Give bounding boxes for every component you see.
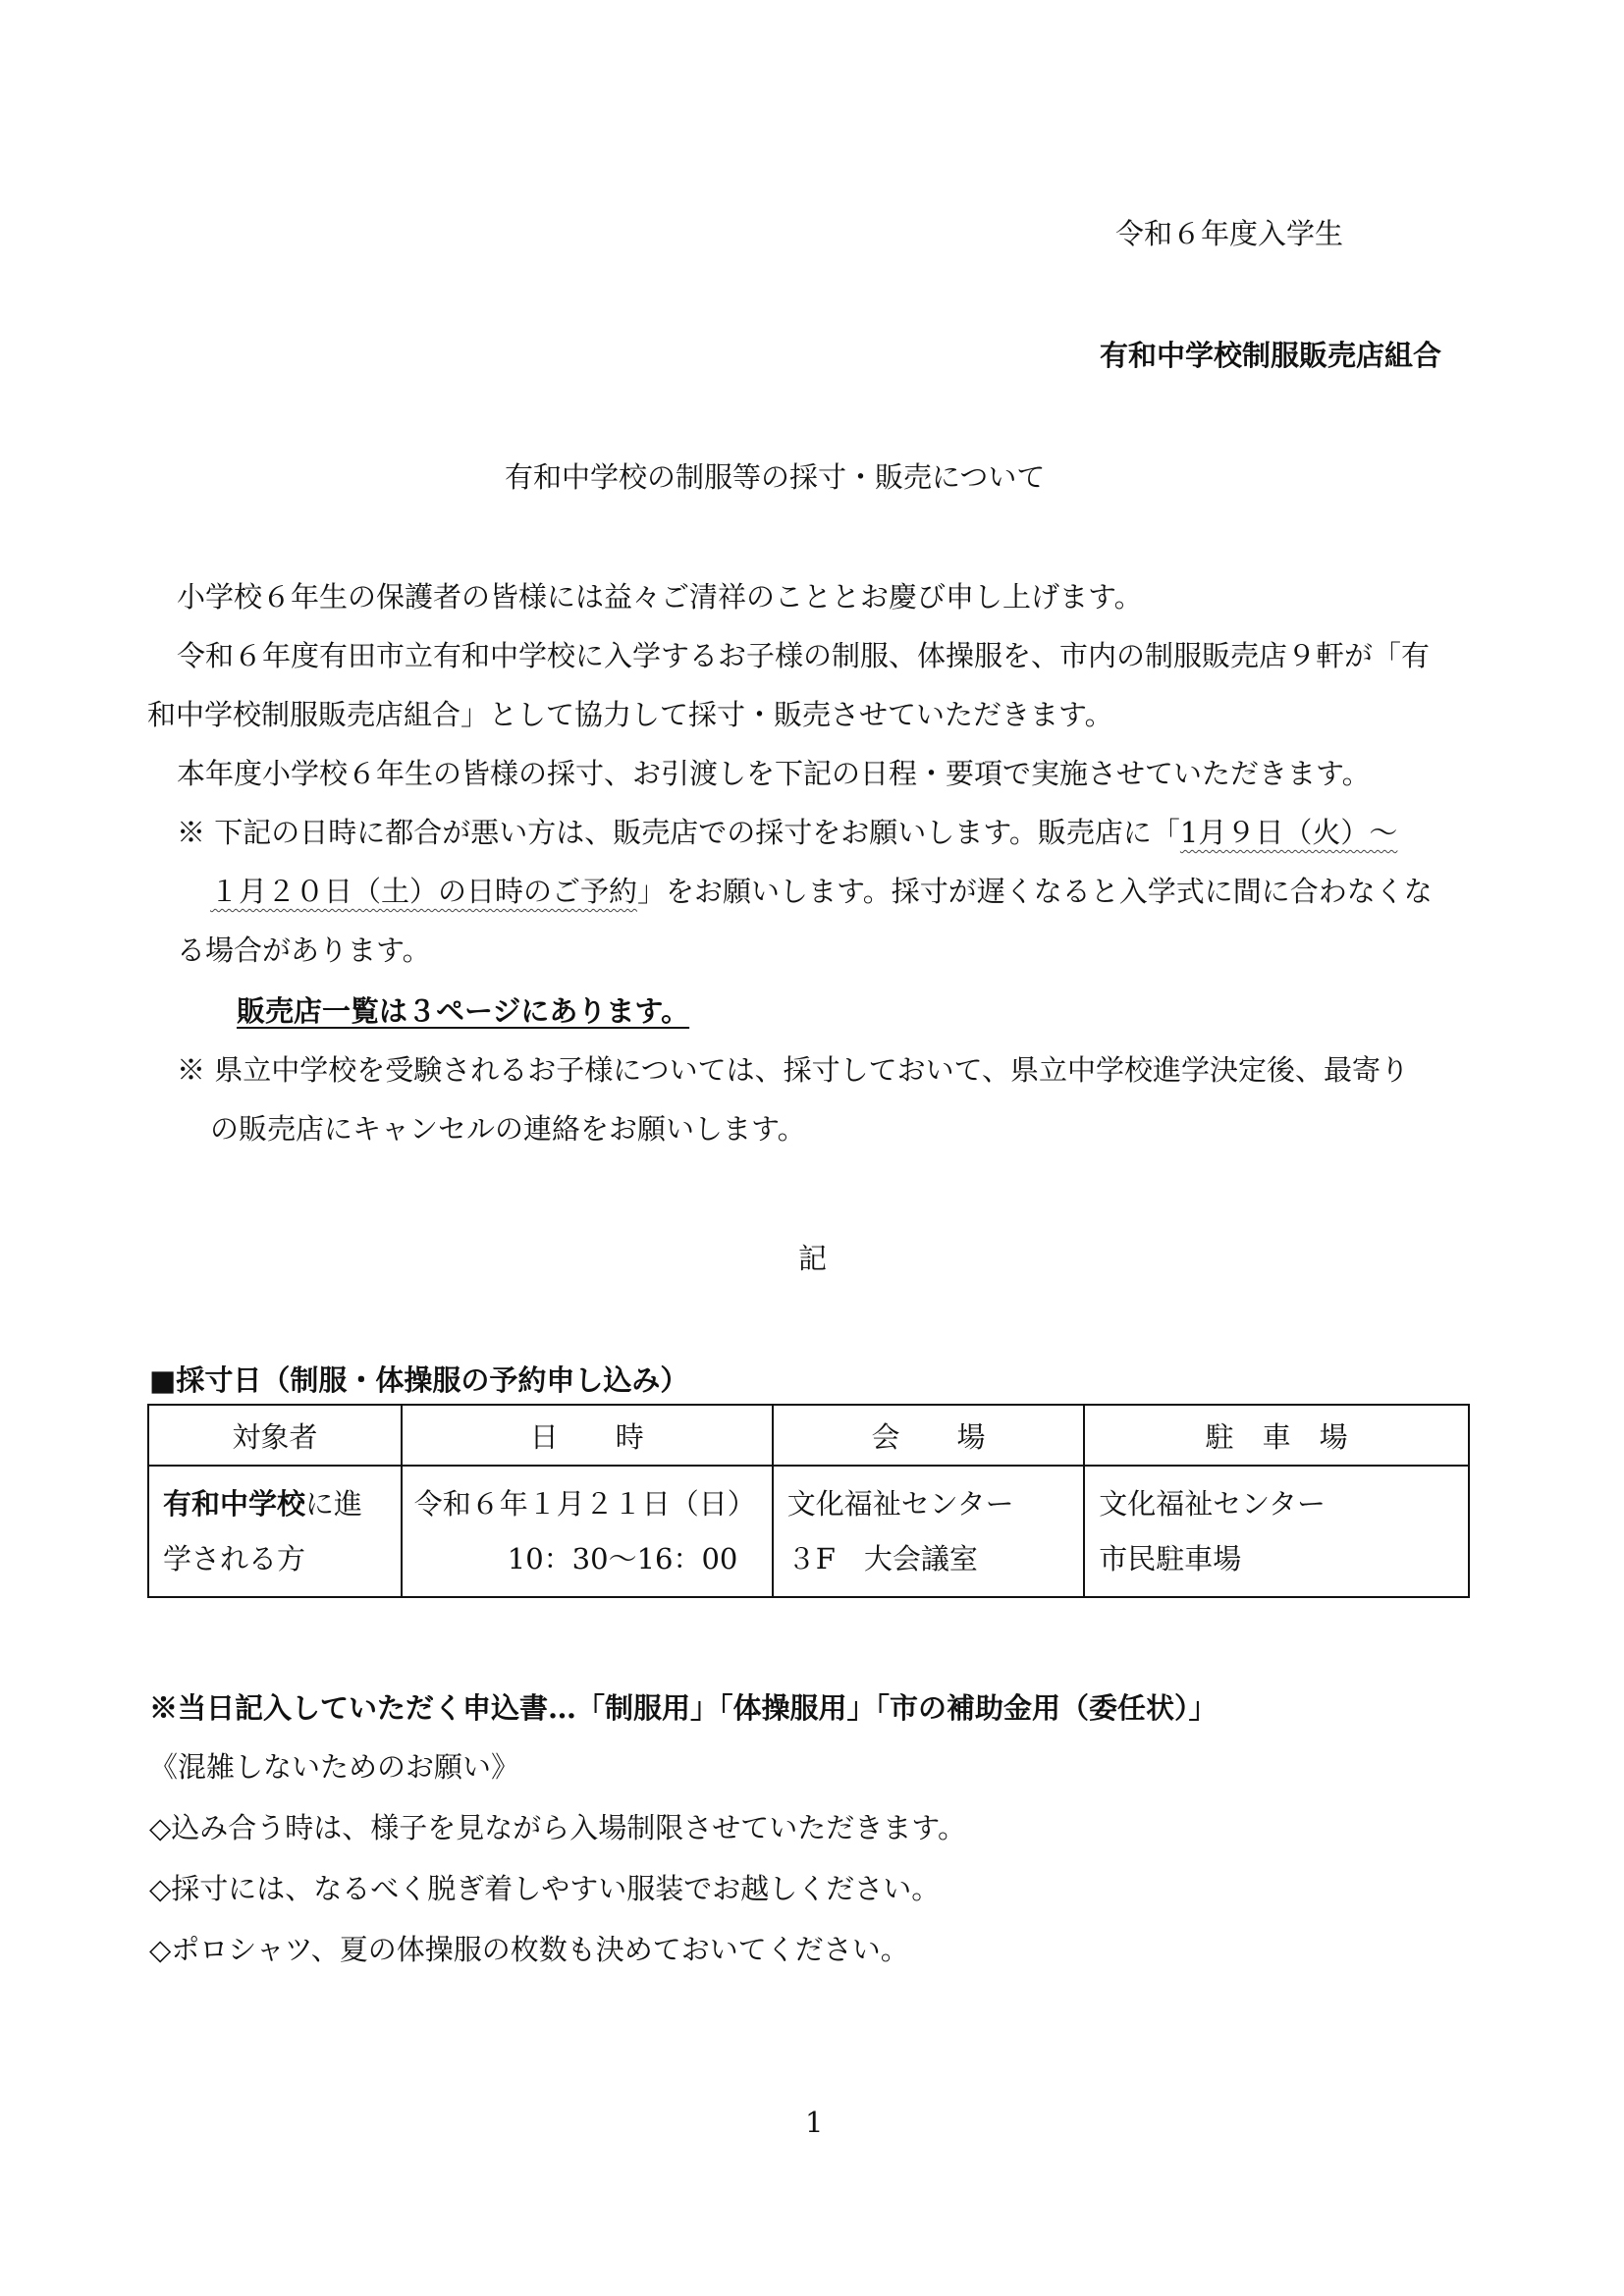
note1-text-d: 」をお願いします。採寸が遅くなると入学式に間に合わなくな (637, 875, 1433, 908)
note2-line2: の販売店にキャンセルの連絡をお願いします。 (210, 1112, 806, 1146)
ki-marker: 記 (798, 1242, 828, 1275)
shop-list-notice: 販売店一覧は３ページにあります。 (237, 994, 690, 1028)
event-time: 10：30～16：00 (507, 1542, 738, 1575)
note1-date-start: 1月９日（火）～ (1179, 816, 1398, 849)
target-year-label: 令和６年度入学生 (1115, 217, 1344, 250)
page-number: 1 (805, 2106, 824, 2139)
note1-date-end: １月２０日（土）の日時のご予約 (210, 875, 638, 908)
requests-title: 《混雑しないためのお願い》 (149, 1750, 520, 1784)
parking-lot: 市民駐車場 (1099, 1542, 1242, 1575)
header-datetime: 日 時 (402, 1405, 773, 1466)
note1-text-a: ※ 下記の日時に都合が悪い方は、販売店での採寸をお願いします。販売店に「 (177, 816, 1180, 849)
request-item-3: ◇ポロシャツ、夏の体操服の枚数も決めておいてください。 (149, 1933, 909, 1966)
note1-line2 (210, 872, 1433, 911)
schedule-paragraph: 本年度小学校６年生の皆様の採寸、お引渡しを下記の日程・要項で実施させていただきます。 (177, 757, 1371, 790)
note1-line1 (177, 813, 1397, 852)
request-item-2: ◇採寸には、なるべく脱ぎ着しやすい服装でお越しください。 (149, 1872, 941, 1905)
cell-target (148, 1466, 402, 1597)
application-forms-note: ※当日記入していただく申込書…「制服用」「体操服用」「市の補助金用（委任状）」 (149, 1691, 1218, 1725)
venue-name: 文化福祉センター (786, 1487, 1014, 1521)
schedule-table (147, 1404, 1470, 1598)
event-date: 令和６年１月２１日（日） (413, 1487, 756, 1521)
greeting-paragraph: 小学校６年生の保護者の皆様には益々ご清祥のこととお慶び申し上げます。 (177, 580, 1143, 614)
target-rest1: に進 (305, 1487, 363, 1521)
cell-parking (1084, 1466, 1469, 1597)
venue-room: ３F 大会議室 (786, 1542, 978, 1575)
measurement-day-heading: ■採寸日（制服・体操服の予約申し込み） (149, 1363, 689, 1397)
parking-name: 文化福祉センター (1099, 1487, 1326, 1521)
document-title: 有和中学校の制服等の採寸・販売について (505, 460, 1046, 494)
intro-paragraph-line2: 和中学校制服販売店組合」として協力して採寸・販売させていただきます。 (147, 698, 1113, 731)
note2-line1: ※ 県立中学校を受験されるお子様については、採寸しておいて、県立中学校進学決定後、最寄り (177, 1053, 1410, 1087)
intro-paragraph-line1: 令和６年度有田市立有和中学校に入学するお子様の制服、体操服を、市内の制服販売店９軒が「有 (177, 639, 1431, 672)
header-target: 対象者 (148, 1405, 402, 1466)
table-header-row (148, 1405, 1469, 1466)
target-rest2: 学される方 (163, 1542, 306, 1575)
target-school: 有和中学校 (163, 1487, 306, 1521)
cell-venue (773, 1466, 1084, 1597)
header-venue: 会 場 (773, 1405, 1084, 1466)
cell-datetime (402, 1466, 773, 1597)
note1-line3: る場合があります。 (177, 934, 431, 967)
header-parking: 駐 車 場 (1084, 1405, 1469, 1466)
sender-organization: 有和中学校制服販売店組合 (1100, 339, 1442, 372)
request-item-1: ◇込み合う時は、様子を見ながら入場制限させていただきます。 (149, 1811, 966, 1844)
table-row (148, 1466, 1469, 1597)
